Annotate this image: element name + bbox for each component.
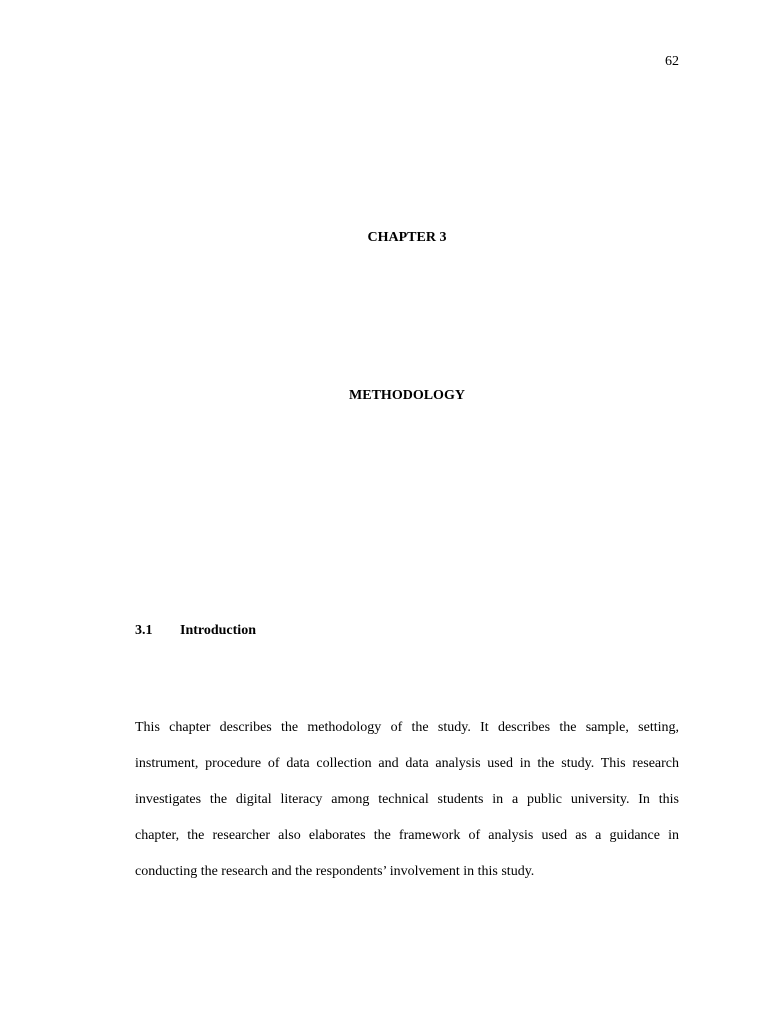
section-heading <box>135 623 256 639</box>
chapter-label: CHAPTER 3 <box>367 230 447 245</box>
section-number: 3.1 <box>135 623 153 638</box>
body-paragraph <box>135 718 679 898</box>
body-line: This chapter describes the methodology of the study. It describes the sample, setting, <box>135 720 679 735</box>
chapter-title: METHODOLOGY <box>349 388 465 403</box>
page-number: 62 <box>665 54 679 69</box>
section-title: Introduction <box>180 623 256 638</box>
body-line: conducting the research and the respondents’ involvement in this study. <box>135 864 535 879</box>
body-line: instrument, procedure of data collection and data analysis used in the study. This research <box>135 756 679 771</box>
body-line: investigates the digital literacy among technical students in a public university. In this <box>135 792 679 807</box>
body-line: chapter, the researcher also elaborates the framework of analysis used as a guidance in <box>135 828 679 843</box>
